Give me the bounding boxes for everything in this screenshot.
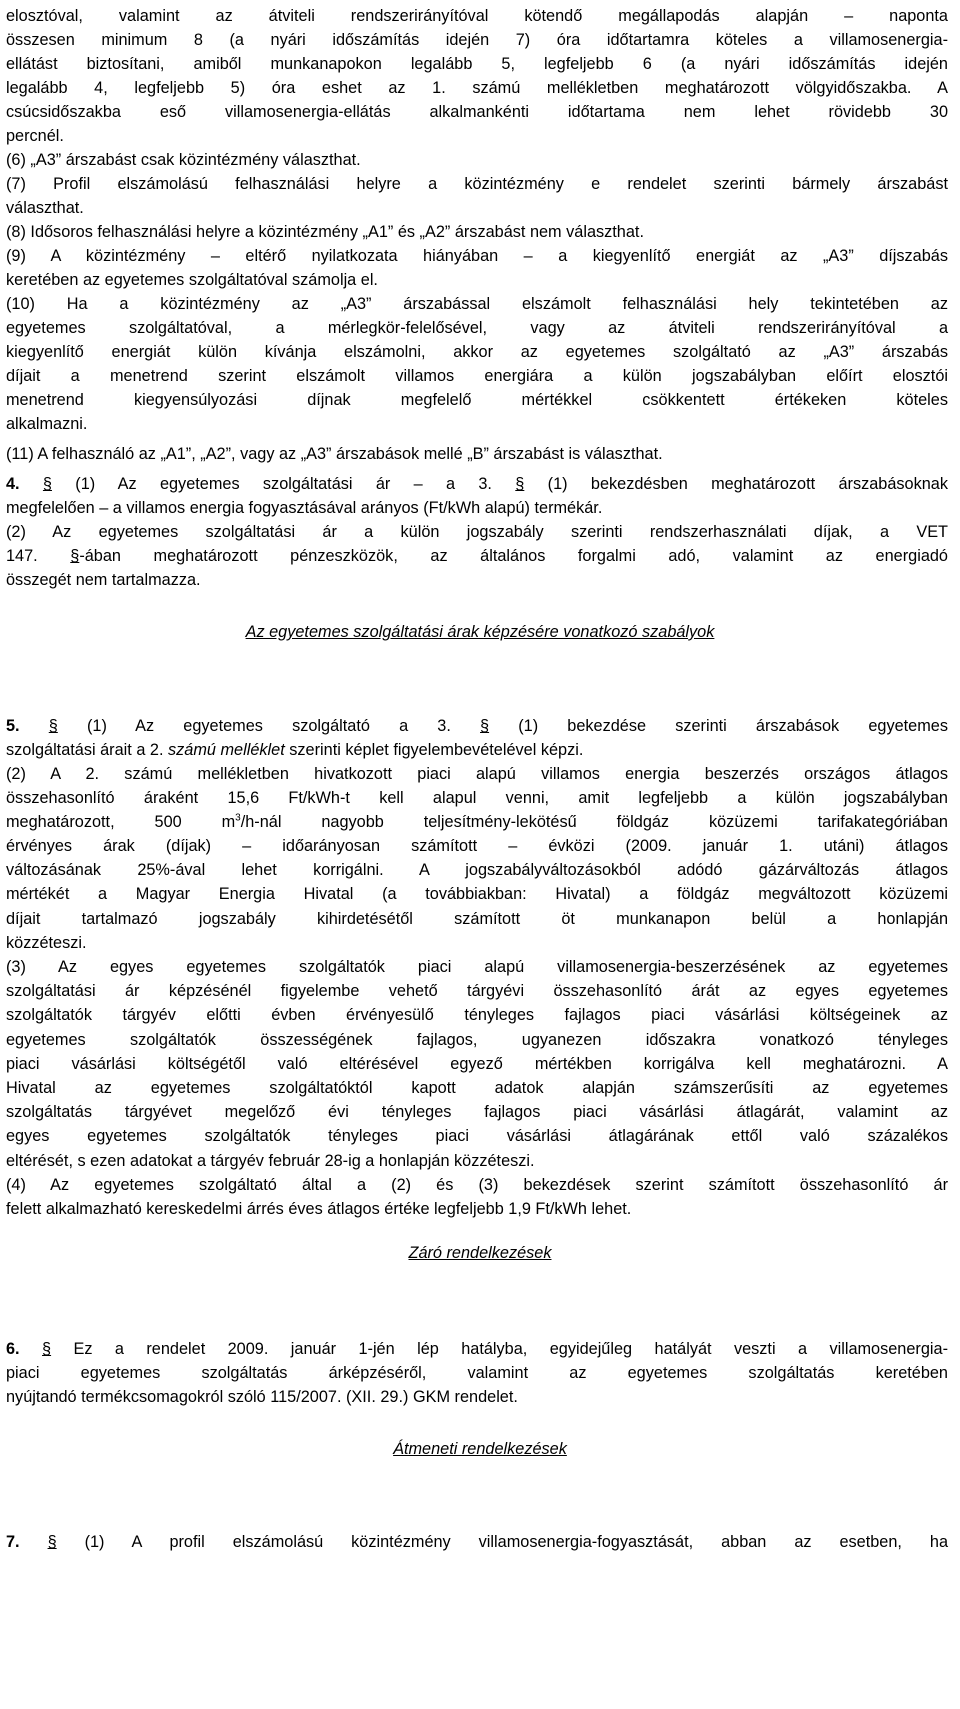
s3-ref-section-sign-link[interactable]: § bbox=[515, 475, 525, 493]
top-line-12: keretében az egyetemes szolgáltatóval számolja el. bbox=[6, 271, 378, 289]
top-line-11: (9) A közintézmény – eltérő nyilatkozata hiányában – a kiegyenlítő energiát az „A3” díjszabás bbox=[6, 247, 948, 265]
top-line-6: percnél. bbox=[6, 127, 64, 145]
s4-l1-mid: (1) Az egyetemes szolgáltatási ár – a 3. bbox=[51, 475, 516, 493]
s7-line-1 bbox=[6, 1530, 948, 1554]
s5-rest-line-3: mértékét a Magyar Energia Hivatal (a továbbiakban: Hivatal) a földgáz megváltozott közüzemi bbox=[6, 885, 948, 903]
s6-line-2: piaci egyetemes szolgáltatás árképzéséről, valamint az egyetemes szolgáltatás keretében bbox=[6, 1364, 948, 1382]
s4-l4-start: 147. bbox=[6, 547, 71, 565]
s5-rest-line-5: közzéteszi. bbox=[6, 934, 87, 952]
top-line-18: alkalmazni. bbox=[6, 415, 88, 433]
s5-section-sign-link[interactable]: § bbox=[48, 717, 58, 735]
s5-rest-line-9: egyetemes szolgáltatók összességének fajlagos, ugyanezen időszakra vonatkozó tényleges bbox=[6, 1031, 948, 1049]
s5-rest-line-2: változásának 25%-ával lehet korrigálni. A jogszabályváltozásokból adódó gázárváltozás átlagos bbox=[6, 861, 948, 879]
s4-line-1 bbox=[6, 472, 948, 496]
s5-rest-line-10: piaci vásárlási költségétől való eltérésével egyező mértékben korrigálva kell meghatározni. A bbox=[6, 1055, 948, 1073]
top-line-16: díjait a menetrend szerint elszámolt villamos energiára a külön jogszabályban előírt elosztói bbox=[6, 367, 948, 385]
s4-number: 4. bbox=[6, 475, 20, 493]
top-line-14: egyetemes szolgáltatóval, a mérlegkör-felelősével, vagy az átviteli rendszerirányítóval a bbox=[6, 319, 948, 337]
s5-rest-line-13: egyes egyetemes szolgáltatók tényleges piaci vásárlási átlagárának ettől való százalékos bbox=[6, 1127, 948, 1145]
s5-rest-line-1: érvényes árak (díjak) – időarányosan számított – évközi (2009. január 1. utáni) átlagos bbox=[6, 837, 948, 855]
s5-line-2 bbox=[6, 738, 948, 762]
s5-number: 5. bbox=[6, 717, 20, 735]
top-line-9: választhat. bbox=[6, 199, 84, 217]
s6-l1-end: Ez a rendelet 2009. január 1-jén lép hatályba, egyidejűleg hatályát veszti a villamosenergia- bbox=[51, 1340, 948, 1358]
s5-line-3: (2) A 2. számú mellékletben hivatkozott piaci alapú villamos energia beszerzés országos átlagos bbox=[6, 765, 948, 783]
s5-line-4: összehasonlító áraként 15,6 Ft/kWh-t kell alapul venni, amit legfeljebb a külön jogszabályban bbox=[6, 789, 948, 807]
s5-rest-line-11: Hivatal az egyetemes szolgáltatóktól kapott adatok alapján számszerűsíti az egyetemes bbox=[6, 1079, 948, 1097]
annex-2-reference: számú melléklet bbox=[168, 741, 285, 759]
top-line-17: menetrend kiegyensúlyozási díjnak megfelelő mértékkel csökkentett értékeken köteles bbox=[6, 391, 948, 409]
s5-rest-line-15: (4) Az egyetemes szolgáltató által a (2) és (3) bekezdések szerint számított összehasonlító ár bbox=[6, 1176, 948, 1194]
s5-l1-end: (1) bekezdése szerinti árszabások egyetemes bbox=[489, 717, 948, 735]
s4-line-4 bbox=[6, 544, 948, 568]
s7-number: 7. bbox=[6, 1533, 20, 1551]
top-line-2: összesen minimum 8 (a nyári időszámítás idején 7) óra időtartamra köteles a villamosenergia- bbox=[6, 31, 948, 49]
s7-l1-end: (1) A profil elszámolású közintézmény villamosenergia-fogyasztását, abban az esetben, ha bbox=[56, 1533, 949, 1551]
s5-l2-start: szolgáltatási árait a 2. bbox=[6, 741, 168, 759]
top-line-3: ellátást biztosítani, amiből munkanapokon legalább 5, legfeljebb 6 (a nyári időszámítás idején bbox=[6, 55, 948, 73]
heading-final-provisions: Záró rendelkezések bbox=[408, 1244, 552, 1262]
s5-l5-start: meghatározott, 500 m bbox=[6, 813, 236, 831]
s5-rest-line-4: díjait tartalmazó jogszabály kihirdetésétől számított öt munkanapon belül a honlapján bbox=[6, 910, 948, 928]
s4-line-2: megfelelően – a villamos energia fogyasztásával arányos (Ft/kWh alapú) termékár. bbox=[6, 499, 603, 517]
s5-rest-line-16: felett alkalmazható kereskedelmi árrés éves átlagos értéke legfeljebb 1,9 Ft/kWh lehet. bbox=[6, 1200, 632, 1218]
s5-rest-line-8: szolgáltatók tárgyév előtti évben érvényesülő tényleges fajlagos piaci vásárlási költségeinek az bbox=[6, 1006, 948, 1024]
s5-l5-end: /h-nál nagyobb teljesítmény-lekötésű földgáz közüzemi tarifakategóriában bbox=[240, 813, 948, 831]
s4-line-5: összegét nem tartalmazza. bbox=[6, 571, 201, 589]
s5-s3-ref-section-sign-link[interactable]: § bbox=[480, 717, 490, 735]
cubic-superscript: 3 bbox=[235, 812, 241, 824]
s5-rest-line-14: eltérését, s ezen adatokat a tárgyév február 28-ig a honlapján közzéteszi. bbox=[6, 1152, 535, 1170]
s6-line-3: nyújtandó termékcsomagokról szóló 115/2007. (XII. 29.) GKM rendelet. bbox=[6, 1388, 518, 1406]
top-line-1: elosztóval, valamint az átviteli rendszerirányítóval kötendő megállapodás alapján – naponta bbox=[6, 7, 948, 25]
vet-section-sign-link[interactable]: § bbox=[70, 547, 80, 565]
s5-line-1 bbox=[6, 714, 948, 738]
top-line-10: (8) Idősoros felhasználási helyre a közintézmény „A1” és „A2” árszabást nem választhat. bbox=[6, 223, 644, 241]
s5-rest-line-7: szolgáltatási ár képzésénél figyelembe vehető tárgyévi összehasonlító árát az egyes egyetemes bbox=[6, 982, 948, 1000]
s4-l1-end: (1) bekezdésben meghatározott árszabásoknak bbox=[524, 475, 948, 493]
heading-price-rules: Az egyetemes szolgáltatási árak képzésére vonatkozó szabályok bbox=[245, 623, 715, 641]
top-line-19: (11) A felhasználó az „A1”, „A2”, vagy az „A3” árszabások mellé „B” árszabást is választhat. bbox=[6, 445, 663, 463]
heading-transitional-provisions: Átmeneti rendelkezések bbox=[393, 1440, 567, 1458]
s5-line-5 bbox=[6, 810, 948, 834]
s6-section-sign-link[interactable]: § bbox=[42, 1340, 52, 1358]
top-line-15: kiegyenlítő energiát külön kívánja elszámolni, akkor az egyetemes szolgáltató az „A3” árszabás bbox=[6, 343, 948, 361]
s4-line-3: (2) Az egyetemes szolgáltatási ár a külön jogszabály szerinti rendszerhasználati díjak, a VET bbox=[6, 523, 948, 541]
s7-section-sign-link[interactable]: § bbox=[47, 1533, 57, 1551]
top-line-5: csúcsidőszakba eső villamosenergia-ellátás alkalmankénti időtartama nem lehet rövidebb 30 bbox=[6, 103, 948, 121]
top-line-8: (7) Profil elszámolású felhasználási helyre a közintézmény e rendelet szerinti bármely árszabást bbox=[6, 175, 948, 193]
s5-rest-line-6: (3) Az egyes egyetemes szolgáltatók piaci alapú villamosenergia-beszerzésének az egyetemes bbox=[6, 958, 948, 976]
s4-l4-end: -ában meghatározott pénzeszközök, az általános forgalmi adó, valamint az energiadó bbox=[79, 547, 948, 565]
s4-section-sign-link[interactable]: § bbox=[42, 475, 52, 493]
top-line-13: (10) Ha a közintézmény az „A3” árszabással elszámolt felhasználási hely tekintetében az bbox=[6, 295, 948, 313]
s5-rest-line-12: szolgáltatás tárgyévet megelőző évi tényleges fajlagos piaci vásárlási átlagárát, valamint az bbox=[6, 1103, 948, 1121]
s5-l2-end: szerinti képlet figyelembevételével képzi. bbox=[284, 741, 584, 759]
s6-number: 6. bbox=[6, 1340, 20, 1358]
s6-line-1 bbox=[6, 1337, 948, 1361]
top-line-7: (6) „A3” árszabást csak közintézmény választhat. bbox=[6, 151, 361, 169]
s5-l1-mid: (1) Az egyetemes szolgáltató a 3. bbox=[57, 717, 481, 735]
top-line-4: legalább 4, legfeljebb 5) óra eshet az 1. számú mellékletben meghatározott völgyidőszakba. A bbox=[6, 79, 948, 97]
